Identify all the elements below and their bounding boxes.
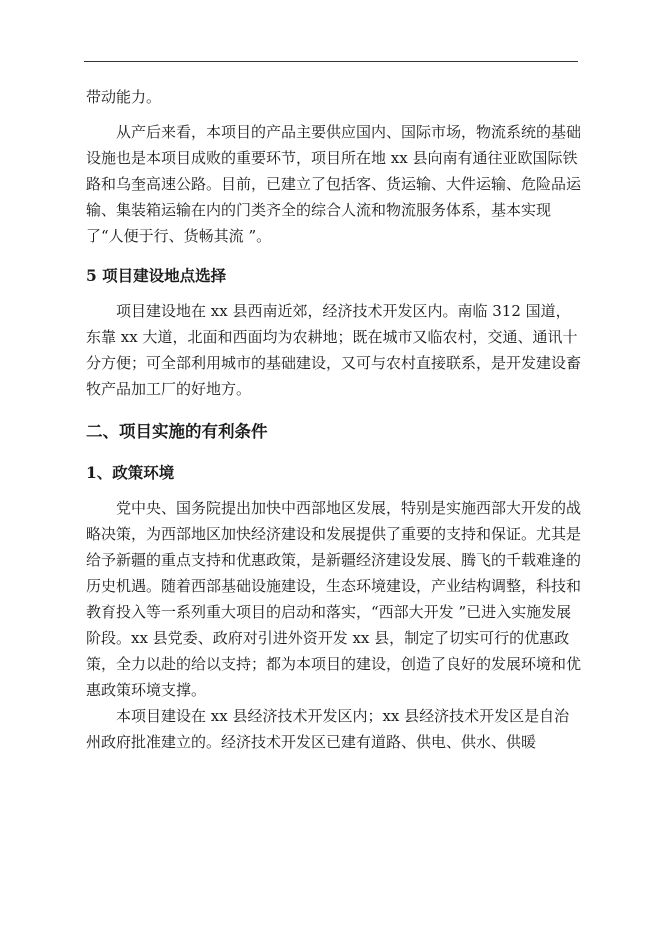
paragraph-site: 项目建设地在 xx 县西南近郊，经济技术开发区内。南临 312 国道，东靠 xx 大道，北面和西面均为农耕地；既在城市又临农村，交通、通讯十分方便；可全部利用城市的基础建设，又可与农村直接联系，是开发建设畜牧产品加工厂的好地方。 xyxy=(86,302,582,398)
paragraph-continuation: 带动能力。 xyxy=(86,88,162,106)
heading-site-selection: 5 项目建设地点选择 xyxy=(86,266,227,285)
heading-section-favorable-conditions: 二、项目实施的有利条件 xyxy=(86,422,268,441)
header-rule xyxy=(84,61,578,62)
paragraph-logistics: 从产后来看，本项目的产品主要供应国内、国际市场，物流系统的基础设施也是本项目成败的重要环节，项目所在地 xx 县向南有通往亚欧国际铁路和乌奎高速公路。目前，已建立了包括客、货运输、大件运输、危险品运输、集装箱运输在内的门类齐全的综合人流和物流服务体系，基本实现了“人便于行、货畅其流 ”。 xyxy=(86,123,582,245)
paragraph-policy: 党中央、国务院提出加快中西部地区发展，特别是实施西部大开发的战略决策，为西部地区加快经济建设和发展提供了重要的支持和保证。尤其是给予新疆的重点支持和优惠政策，是新疆经济建设发展、腾飞的千载难逢的历史机遇。随着西部基础设施建设，生态环境建设，产业结构调整，科技和教育投入等一系列重大项目的启动和落实，“西部大开发 ”已进入实施发展阶段。xx 县党委、政府对引进外资开发 xx 县，制定了切实可行的优惠政策，全力以赴的给以支持；都为本项目的建设，创造了良好的发展环境和优惠政策环境支撑。 xyxy=(86,499,582,699)
paragraph-development-zone: 本项目建设在 xx 县经济技术开发区内；xx 县经济技术开发区是自治州政府批准建立的。经济技术开发区已建有道路、供电、供水、供暖 xyxy=(86,707,570,751)
document-body xyxy=(86,84,582,755)
heading-policy-environment: 1、政策环境 xyxy=(86,463,175,482)
